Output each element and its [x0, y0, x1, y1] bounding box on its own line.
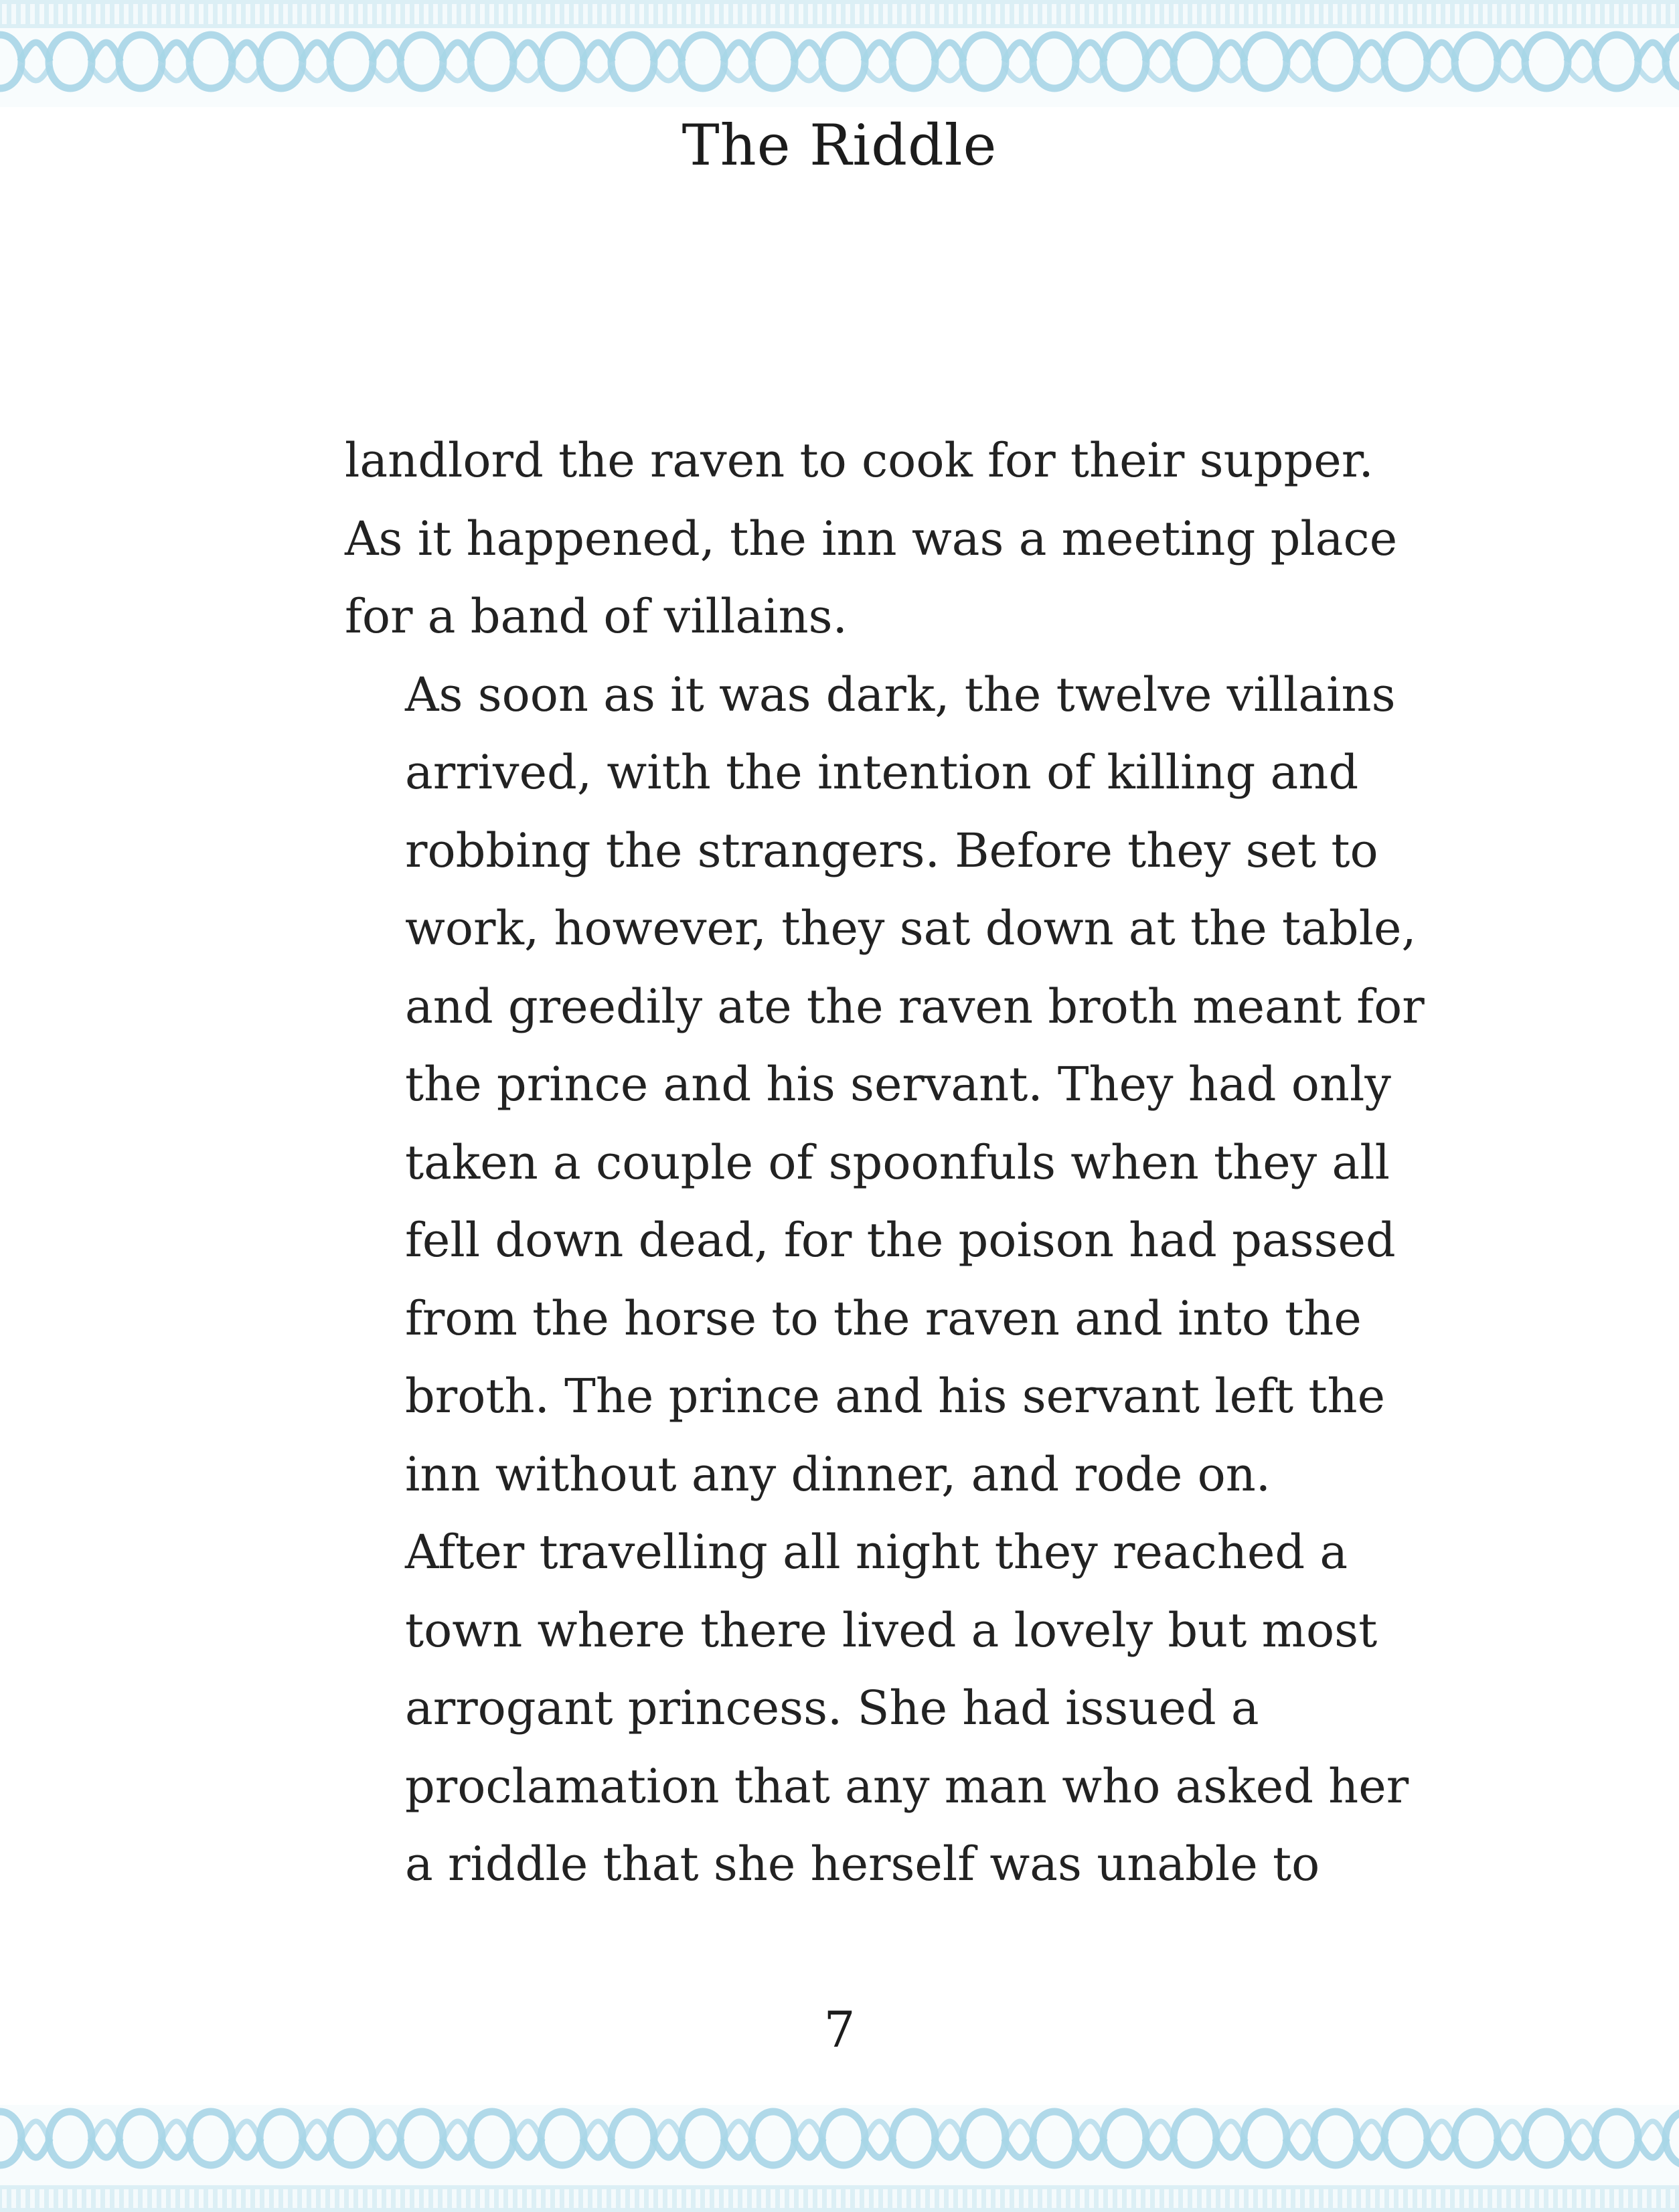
text-line: landlord the raven to cook for their supper. — [345, 433, 1374, 488]
running-head: The Riddle — [682, 112, 997, 178]
text-line: a riddle that she herself was unable to — [405, 1837, 1320, 1891]
text-line: fell down dead, for the poison had passed — [405, 1213, 1396, 1268]
page-number: 7 — [823, 2001, 856, 2059]
text-line: and greedily ate the raven broth meant for — [405, 979, 1425, 1034]
body-text — [345, 422, 1523, 1903]
paragraph-3 — [345, 1513, 1523, 1903]
top-lace-border — [0, 0, 1679, 120]
text-line: town where there lived a lovely but most — [405, 1602, 1378, 1658]
paragraph-1 — [345, 422, 1523, 656]
text-line: from the horse to the raven and into the — [405, 1290, 1362, 1346]
text-line: arrived, with the intention of killing and — [405, 745, 1359, 800]
text-line: for a band of villains. — [345, 589, 848, 644]
text-line: work, however, they sat down at the table, — [405, 901, 1417, 956]
text-line: broth. The prince and his servant left the — [405, 1369, 1386, 1424]
text-line: As it happened, the inn was a meeting place — [345, 511, 1398, 566]
text-line: inn without any dinner, and rode on. — [405, 1446, 1271, 1502]
text-line: the prince and his servant. They had only — [405, 1057, 1391, 1112]
bottom-lace-border — [0, 2085, 1679, 2205]
paragraph-2 — [345, 656, 1523, 1514]
text-line: robbing the strangers. Before they set to — [405, 823, 1378, 878]
text-line: As soon as it was dark, the twelve villains — [405, 667, 1396, 722]
text-line: proclamation that any man who asked her — [405, 1758, 1409, 1814]
text-line: arrogant princess. She had issued a — [405, 1681, 1259, 1735]
text-line: After travelling all night they reached a — [405, 1525, 1348, 1580]
text-line: taken a couple of spoonfuls when they all — [405, 1134, 1390, 1190]
